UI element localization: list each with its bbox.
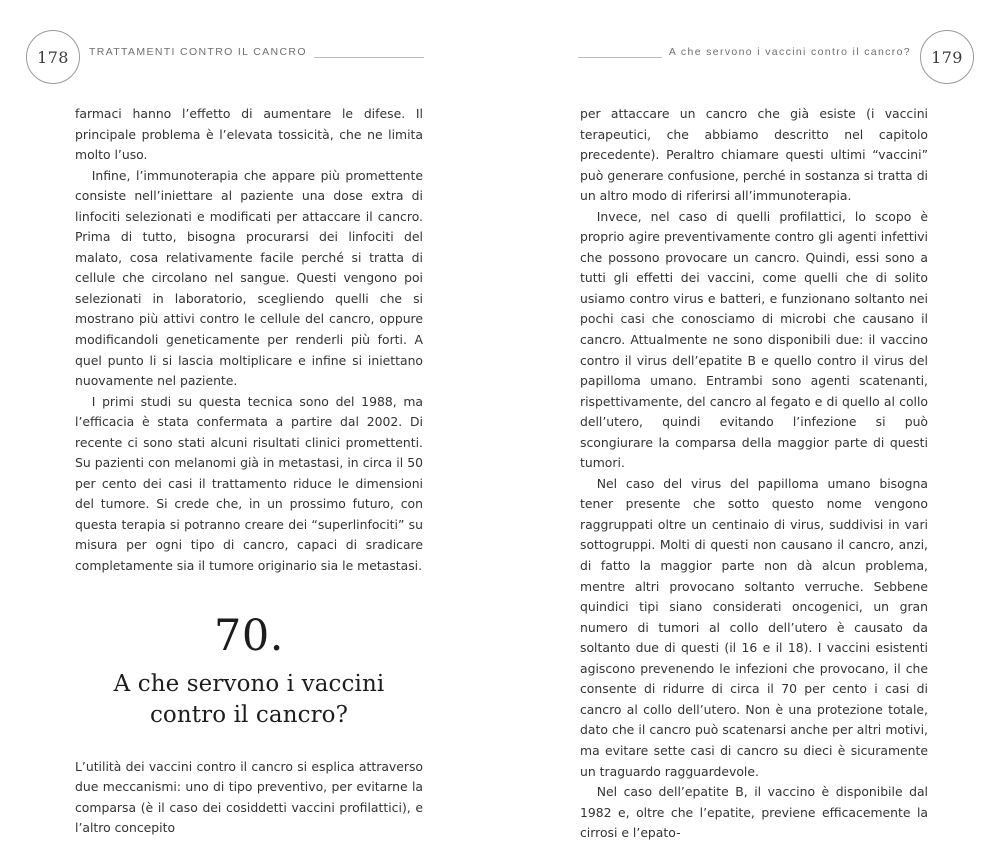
paragraph: Infine, l’immunoterapia che appare più promettente consiste nell’iniettare al paziente una dose extra di linfociti selezionati e modificati per attaccare il cancro. Prima di tutto, bisogna procurarsi dei linfociti del malato, cosa relativamente facile perché si tratta di cellule che circolano nel sangue. Questi vengono poi selezionati in laboratorio, scegliendo quelli che si mostrano più attivi contro le cellule del cancro, oppure modificandoli geneticamente per renderli più forti. A quel punto li si lascia moltiplicare e infine si iniettano nuovamente nel paziente. bbox=[75, 167, 423, 389]
folio-circle-right bbox=[920, 30, 974, 84]
page-number-left: 178 bbox=[37, 47, 69, 67]
paragraph: farmaci hanno l’effetto di aumentare le difese. Il principale problema è l’elevata tossicità, che ne limita molto l’uso. bbox=[75, 106, 423, 163]
page-number-right: 179 bbox=[931, 47, 963, 67]
chapter-number: 70. bbox=[214, 610, 284, 661]
paragraph: Nel caso del virus del papilloma umano bisogna tener presente che sotto questo nome vengono raggruppati oltre un centinaio di virus, suddivisi in vari sottogruppi. Molti di questi non causano il cancro, anzi, di fatto la maggior parte non dà alcun problema, mentre altri provocano soltanto verruche. Sebbene quindici tipi siano considerati oncogenici, un gran numero di tumori al collo dell’utero è causato da soltanto due di questi (il 16 e il 18). I vaccini esistenti agiscono prevenendo le infezioni che provocano, il che consente di ridurre di circa il 70 per cento i casi di cancro al collo dell’utero. Non è una protezione totale, dato che il cancro può scatenarsi anche per altri motivi, ma evitare sette casi di cancro su dieci è sicuramente un traguardo ragguardevole. bbox=[580, 475, 928, 779]
paragraph: per attaccare un cancro che già esiste (i vaccini terapeutici, che abbiamo descritto nel capitolo precedente). Peraltro chiamare questi ultimi “vaccini” può generare confusione, perché in sostanza si tratta di un altro modo di riferirsi all’immunoterapia. bbox=[580, 106, 928, 204]
paragraph: I primi studi su questa tecnica sono del 1988, ma l’efficacia è stata confermata a partire dal 2002. Di recente ci sono stati alcuni risultati clinici promettenti. Su pazienti con melanomi già in metastasi, in circa il 50 per cento dei casi il trattamento riduce le dimensioni del tumore. Si crede che, in un prossimo futuro, con questa terapia si potranno creare dei “superlinfociti” su misura per ogni tipo di cancro, capaci di sradicare completamente sia il tumore originario sia le metastasi. bbox=[75, 393, 423, 574]
text-column-right bbox=[580, 104, 928, 844]
paragraph: Nel caso dell’epatite B, il vaccino è disponibile dal 1982 e, oltre che l’epatite, previene efficacemente la cirrosi e l’epato- bbox=[580, 784, 928, 841]
chapter-opener bbox=[75, 611, 423, 731]
paragraph: L’utilità dei vaccini contro il cancro si esplica attraverso due meccanismi: uno di tipo preventivo, per evitarne la comparsa (è il caso dei cosiddetti vaccini profilattici), e l’altro concepito bbox=[75, 758, 423, 836]
running-head-right bbox=[574, 30, 974, 86]
running-head-title-left: TRATTAMENTI CONTRO IL CANCRO bbox=[82, 46, 314, 58]
text-column-left bbox=[75, 104, 423, 839]
chapter-title-line-1: A che servono i vaccini bbox=[113, 670, 385, 697]
running-head-left bbox=[26, 30, 426, 86]
running-head-title-right: A che servono i vaccini contro il cancro? bbox=[662, 46, 918, 58]
paragraph: Invece, nel caso di quelli profilattici, lo scopo è proprio agire preventivamente contro gli agenti infettivi che possono provocare un cancro. Quindi, essi sono a tutti gli effetti dei vaccini, come quelli che di solito usiamo contro virus e batteri, e funzionano soltanto nei pochi casi che conosciamo di microbi che causano il cancro. Attualmente ne sono disponibili due: il vaccino contro il virus dell’epatite B e quello contro il virus del papilloma umano. Entrambi sono agenti scatenanti, rispettivamente, del cancro al fegato e di quello al collo dell’utero, quindi evitando l’infezione si può scongiurare la comparsa della maggior parte di questi tumori. bbox=[580, 208, 928, 471]
chapter-title-line-2: contro il cancro? bbox=[149, 701, 349, 728]
folio-circle-left bbox=[26, 30, 80, 84]
chapter-title bbox=[75, 669, 423, 731]
